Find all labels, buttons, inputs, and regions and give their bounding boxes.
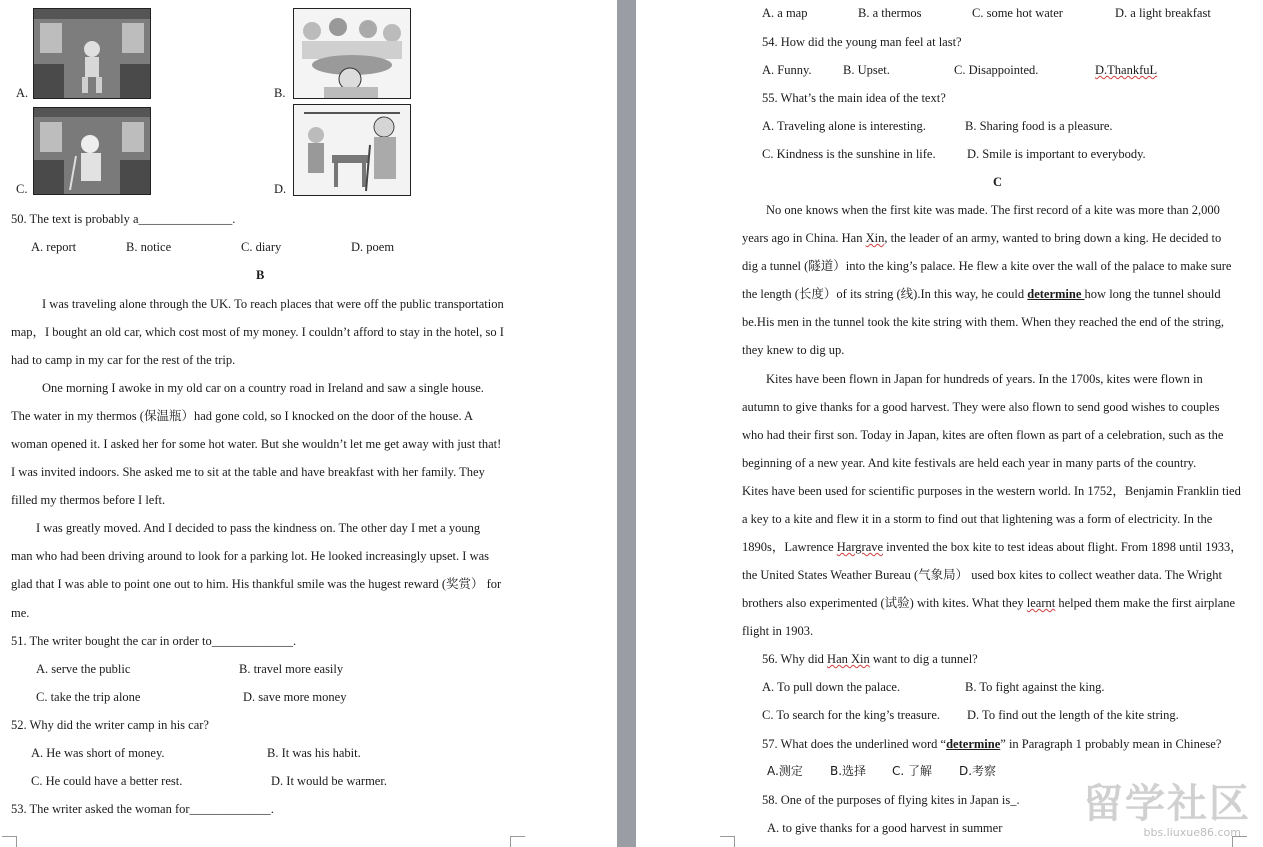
passage-c-line: beginning of a new year. And kite festivals are held each year in many parts of the country.: [742, 456, 1197, 470]
q52-option-d: D. It would be warmer.: [271, 774, 387, 788]
passage-c-line: who had their first son. Today in Japan, kites are often flown as part of a celebration, such as the: [742, 428, 1224, 442]
passage-b-line: had to camp in my car for the rest of the trip.: [11, 353, 236, 367]
q56-option-a: A. To pull down the palace.: [762, 680, 901, 694]
q55-option-d: D. Smile is important to everybody.: [967, 147, 1146, 161]
passage-c-line: flight in 1903.: [742, 624, 814, 638]
q52-option-c: C. He could have a better rest.: [31, 774, 183, 788]
passage-c-line: No one knows when the first kite was made. The first record of a kite was more than 2,000: [766, 203, 1220, 217]
passage-b-line: man who had been driving around to look for a parking lot. He looked increasingly upset. I was: [11, 549, 490, 563]
q55-option-a: A. Traveling alone is interesting.: [762, 119, 926, 133]
picture-label-d: D.: [274, 182, 287, 196]
right-page: [636, 0, 1263, 847]
q58-stem: 58. One of the purposes of flying kites in Japan is_.: [762, 793, 1020, 807]
passage-c-line: brothers also experimented (试验) with kites. What they learnt helped them make the first airplane: [742, 596, 1236, 610]
page-gutter: [617, 0, 636, 847]
q54-option-d: D.ThankfuL: [1095, 63, 1158, 77]
passage-c-line: the United States Weather Bureau (气象局） used box kites to collect weather data. The Wright: [742, 568, 1222, 582]
passage-c-line: Kites have been used for scientific purposes in the western world. In 1752，Benjamin Franklin tied: [742, 484, 1241, 498]
q54-option-c: C. Disappointed.: [954, 63, 1039, 77]
q50-option-d: D. poem: [351, 240, 395, 254]
section-c-heading: C: [993, 175, 1003, 189]
section-b-heading: B: [256, 268, 265, 282]
q55-stem: 55. What’s the main idea of the text?: [762, 91, 946, 105]
q57-stem: 57. What does the underlined word “determine” in Paragraph 1 probably mean in Chinese?: [762, 737, 1222, 751]
watermark-url: bbs.liuxue86.com: [1143, 826, 1241, 839]
left-page: [0, 0, 617, 847]
picture-label-a: A.: [16, 86, 29, 100]
q52-stem: 52. Why did the writer camp in his car?: [11, 718, 209, 732]
q53-option-c: C. some hot water: [972, 6, 1063, 20]
q51-option-c: C. take the trip alone: [36, 690, 141, 704]
q58-option-a: A. to give thanks for a good harvest in summer: [767, 821, 1003, 835]
q55-option-c: C. Kindness is the sunshine in life.: [762, 147, 936, 161]
q50-option-b: B. notice: [126, 240, 172, 254]
picture-b-family-table: [293, 8, 411, 99]
picture-label-b: B.: [274, 86, 286, 100]
q56-option-d: D. To find out the length of the kite string.: [967, 708, 1179, 722]
passage-c-line: they knew to dig up.: [742, 343, 845, 357]
passage-b-line: One morning I awoke in my old car on a country road in Ireland and saw a single house.: [42, 381, 484, 395]
page-corner-mark: [510, 836, 525, 847]
q51-option-b: B. travel more easily: [239, 662, 344, 676]
passage-c-line: 1890s，Lawrence Hargrave invented the box kite to test ideas about flight. From 1898 until 1933，: [742, 540, 1243, 554]
q50-option-a: A. report: [31, 240, 77, 254]
passage-c-line: years ago in China. Han Xin, the leader of an army, wanted to bring down a king. He decided to: [742, 231, 1222, 245]
picture-d-seat-offer: [293, 104, 411, 196]
q56-option-c: C. To search for the king’s treasure.: [762, 708, 941, 722]
q51-stem: 51. The writer bought the car in order to_____________.: [11, 634, 297, 648]
passage-b-line: map，I bought an old car, which cost most of my money. I couldn’t afford to stay in the hotel, so I: [11, 325, 504, 339]
q55-option-b: B. Sharing food is a pleasure.: [965, 119, 1113, 133]
page-corner-mark: [720, 836, 735, 847]
q54-option-b: B. Upset.: [843, 63, 890, 77]
q57-option-a: A.测定: [767, 764, 803, 778]
passage-b-line: woman opened it. I asked her for some hot water. But she wouldn’t let me get away with just that!: [11, 437, 502, 451]
q53-option-d: D. a light breakfast: [1115, 6, 1211, 20]
q52-option-a: A. He was short of money.: [31, 746, 165, 760]
page-corner-mark: [2, 836, 17, 847]
q57-option-d: D.考察: [959, 764, 997, 778]
passage-c-line: be.His men in the tunnel took the kite string with them. When they reached the end of the string,: [742, 315, 1224, 329]
watermark-logo: 留学社区: [1083, 781, 1251, 827]
passage-c-line: a key to a kite and flew it in a storm to find out that lightening was a form of electricity. In the: [742, 512, 1213, 526]
q51-option-d: D. save more money: [243, 690, 347, 704]
q57-option-c: C. 了解: [892, 764, 933, 778]
passage-b-line: filled my thermos before I left.: [11, 493, 166, 507]
passage-c-line: the length (长度）of its string (线).In this way, he could determine how long the tunnel should: [742, 287, 1221, 301]
q54-stem: 54. How did the young man feel at last?: [762, 35, 962, 49]
passage-b-line: I was greatly moved. And I decided to pass the kindness on. The other day I met a young: [36, 521, 481, 535]
q53-option-b: B. a thermos: [858, 6, 922, 20]
picture-c-train-old-woman: [33, 107, 151, 195]
passage-b-line: I was invited indoors. She asked me to sit at the table and have breakfast with her family. They: [11, 465, 485, 479]
q56-stem: 56. Why did Han Xin want to dig a tunnel?: [762, 652, 978, 666]
underlined-word-determine: determine: [1027, 287, 1085, 301]
passage-c-line: dig a tunnel (隧道）into the king’s palace. He flew a kite over the wall of the palace to make sure: [742, 259, 1232, 273]
q51-option-a: A. serve the public: [36, 662, 131, 676]
q56-option-b: B. To fight against the king.: [965, 680, 1105, 694]
picture-a-train-boy: [33, 8, 151, 99]
q54-option-a: A. Funny.: [762, 63, 812, 77]
passage-c-line: Kites have been flown in Japan for hundreds of years. In the 1700s, kites were flown in: [766, 372, 1203, 386]
q52-option-b: B. It was his habit.: [267, 746, 361, 760]
q50-stem: 50. The text is probably a_______________.: [11, 212, 236, 226]
passage-b-line: glad that I was able to point one out to him. His thankful smile was the hugest reward (奖赏） for: [11, 577, 502, 591]
q53-stem: 53. The writer asked the woman for_____________.: [11, 802, 274, 816]
passage-b-line: The water in my thermos (保温瓶）had gone cold, so I knocked on the door of the house. A: [11, 409, 474, 423]
q53-option-a: A. a map: [762, 6, 808, 20]
passage-b-line: me.: [11, 606, 30, 620]
picture-label-c: C.: [16, 182, 28, 196]
q57-option-b: B.选择: [830, 764, 867, 778]
passage-c-line: autumn to give thanks for a good harvest. They were also flown to send good wishes to couples: [742, 400, 1220, 414]
passage-b-line: I was traveling alone through the UK. To reach places that were off the public transportation: [42, 297, 504, 311]
q50-option-c: C. diary: [241, 240, 282, 254]
